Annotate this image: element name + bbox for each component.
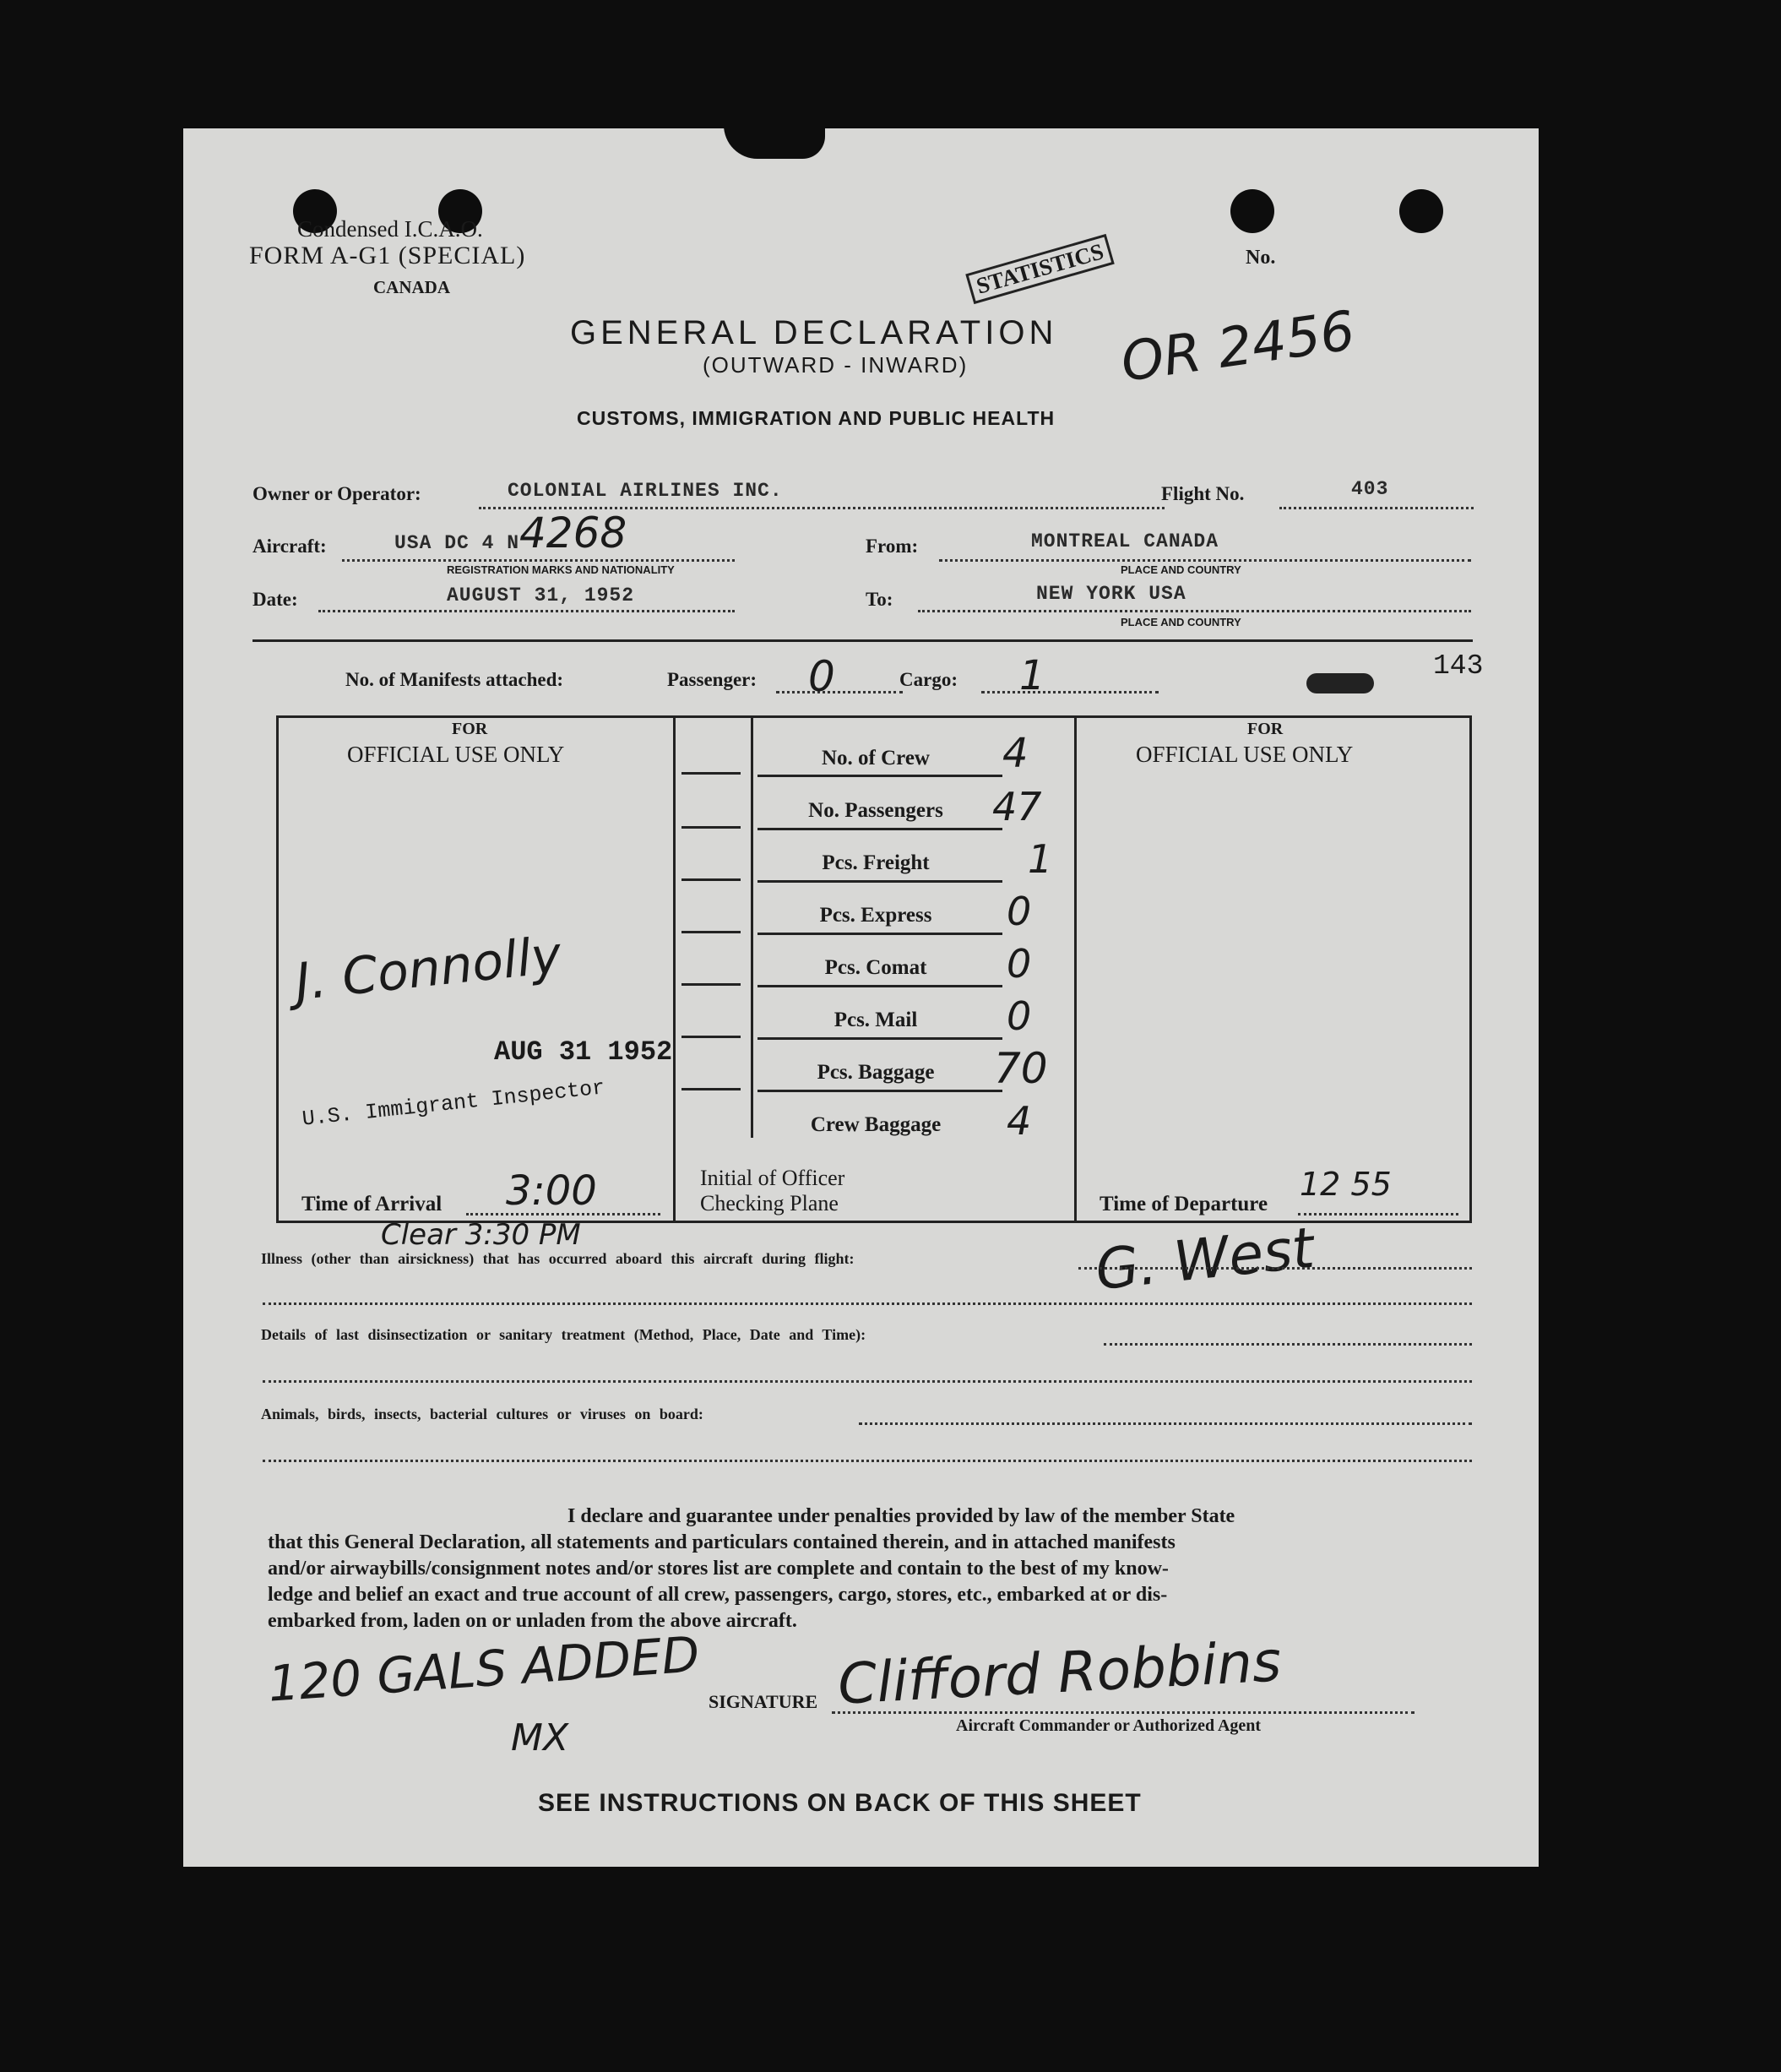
row-comat-value: 0 (1007, 941, 1032, 987)
time-departure-label: Time of Departure (1100, 1193, 1268, 1215)
officer-signature: G. West (1092, 1215, 1317, 1303)
instructions-footer: SEE INSTRUCTIONS ON BACK OF THIS SHEET (538, 1789, 1142, 1817)
passenger-manifest-label: Passenger: (667, 669, 757, 690)
animals-label: Animals, birds, insects, bacterial cultures or viruses on board: (261, 1406, 703, 1422)
inspector-stamp-date: AUG 31 1952 (494, 1036, 673, 1068)
divider (252, 639, 1473, 642)
right-official-label: OFFICIAL USE ONLY (1136, 742, 1354, 767)
declaration-line4: ledge and belief an exact and true account of all crew, passengers, cargo, stores, etc., embarked at or dis- (268, 1584, 1168, 1606)
form-number-label: No. (1246, 247, 1276, 269)
declaration-line2: that this General Declaration, all statements and particulars contained therein, and in attached manifests (268, 1531, 1176, 1553)
declaration-line3: and/or airwaybills/consignment notes and/or stores list are complete and contain to the best of my know- (268, 1558, 1169, 1580)
page-title: GENERAL DECLARATION (570, 314, 1058, 351)
row-passengers-label: No. Passengers (808, 799, 943, 822)
row-crew-baggage-value: 4 (1007, 1098, 1032, 1144)
row-baggage-value: 70 (994, 1044, 1048, 1093)
statistics-stamp: STATISTICS (965, 234, 1115, 304)
row-crew-value: 4 (1002, 730, 1029, 777)
aircraft-typed: USA DC 4 N (394, 532, 520, 554)
left-for-label: FOR (452, 720, 488, 738)
row-freight-label: Pcs. Freight (822, 851, 930, 874)
handwritten-reference: OR 2456 (1117, 300, 1359, 394)
from-label: From: (866, 536, 919, 557)
initial-officer-label-1: Initial of Officer (700, 1166, 845, 1190)
torn-edge (724, 125, 825, 159)
note-initials: MX (511, 1716, 569, 1759)
aircraft-caption: REGISTRATION MARKS AND NATIONALITY (447, 563, 675, 576)
row-freight-value: 1 (1028, 836, 1053, 882)
flight-no-label: Flight No. (1161, 483, 1245, 504)
cargo-manifest-value: 1 (1019, 652, 1045, 699)
row-baggage-label: Pcs. Baggage (817, 1061, 935, 1084)
declaration-line5: embarked from, laden on or unladen from the above aircraft. (268, 1610, 797, 1632)
row-mail-label: Pcs. Mail (833, 1009, 918, 1031)
flight-no-value: 403 (1351, 478, 1389, 500)
inspector-signature: J. Connolly (292, 925, 564, 1013)
clearance-time: Clear 3:30 PM (381, 1218, 581, 1252)
row-crew-baggage-label: Crew Baggage (810, 1113, 942, 1136)
page-subtitle: (OUTWARD - INWARD) (703, 352, 969, 378)
row-express-label: Pcs. Express (819, 904, 932, 927)
signature-label: SIGNATURE (709, 1691, 818, 1712)
row-express-value: 0 (1007, 889, 1032, 934)
owner-label: Owner or Operator: (252, 483, 421, 504)
passenger-manifest-value: 0 (808, 652, 835, 701)
left-official-label: OFFICIAL USE ONLY (347, 742, 565, 767)
illness-label: Illness (other than airsickness) that has occurred aboard this aircraft during flight: (261, 1250, 855, 1267)
to-caption: PLACE AND COUNTRY (1121, 616, 1241, 628)
stamped-number: 143 (1433, 650, 1484, 682)
row-comat-label: Pcs. Comat (824, 956, 927, 979)
time-arrival-label: Time of Arrival (301, 1193, 443, 1215)
time-arrival-value: 3:00 (506, 1167, 597, 1215)
disinsectization-label: Details of last disinsectization or sanitary treatment (Method, Place, Date and Time): (261, 1326, 866, 1343)
aircraft-hand: 4268 (519, 508, 627, 557)
from-caption: PLACE AND COUNTRY (1121, 563, 1241, 576)
owner-value: COLONIAL AIRLINES INC. (508, 480, 783, 502)
aircraft-label: Aircraft: (252, 536, 327, 557)
ink-blot (1306, 673, 1374, 693)
manifests-label: No. of Manifests attached: (345, 669, 564, 690)
row-passengers-value: 47 (992, 784, 1042, 829)
declaration-form-sheet (183, 128, 1539, 1867)
to-value: NEW YORK USA (1036, 583, 1186, 605)
to-label: To: (866, 589, 893, 610)
form-country: CANADA (373, 277, 450, 297)
commander-signature: Clifford Robbins (836, 1629, 1284, 1717)
punch-hole (1399, 189, 1443, 233)
right-for-label: FOR (1247, 720, 1284, 738)
signature-caption: Aircraft Commander or Authorized Agent (956, 1716, 1262, 1735)
form-code-line1: Condensed I.C.A.O. (297, 216, 483, 242)
punch-hole (1230, 189, 1274, 233)
fuel-added-note: 120 GALS ADDED (266, 1625, 702, 1713)
inspector-stamp-title: U.S. Immigrant Inspector (301, 1075, 606, 1132)
declaration-line1: I declare and guarantee under penalties provided by law of the member State (567, 1505, 1235, 1527)
agencies-heading: CUSTOMS, IMMIGRATION AND PUBLIC HEALTH (577, 407, 1056, 429)
row-mail-value: 0 (1007, 993, 1032, 1039)
time-departure-value: 12 55 (1300, 1166, 1392, 1203)
initial-officer-label-2: Checking Plane (700, 1191, 839, 1215)
row-crew-label: No. of Crew (822, 747, 930, 770)
form-code-line2: FORM A-G1 (SPECIAL) (249, 242, 526, 269)
from-value: MONTREAL CANADA (1031, 530, 1219, 552)
cargo-manifest-label: Cargo: (899, 669, 958, 690)
date-label: Date: (252, 589, 298, 610)
date-value: AUGUST 31, 1952 (447, 585, 635, 606)
